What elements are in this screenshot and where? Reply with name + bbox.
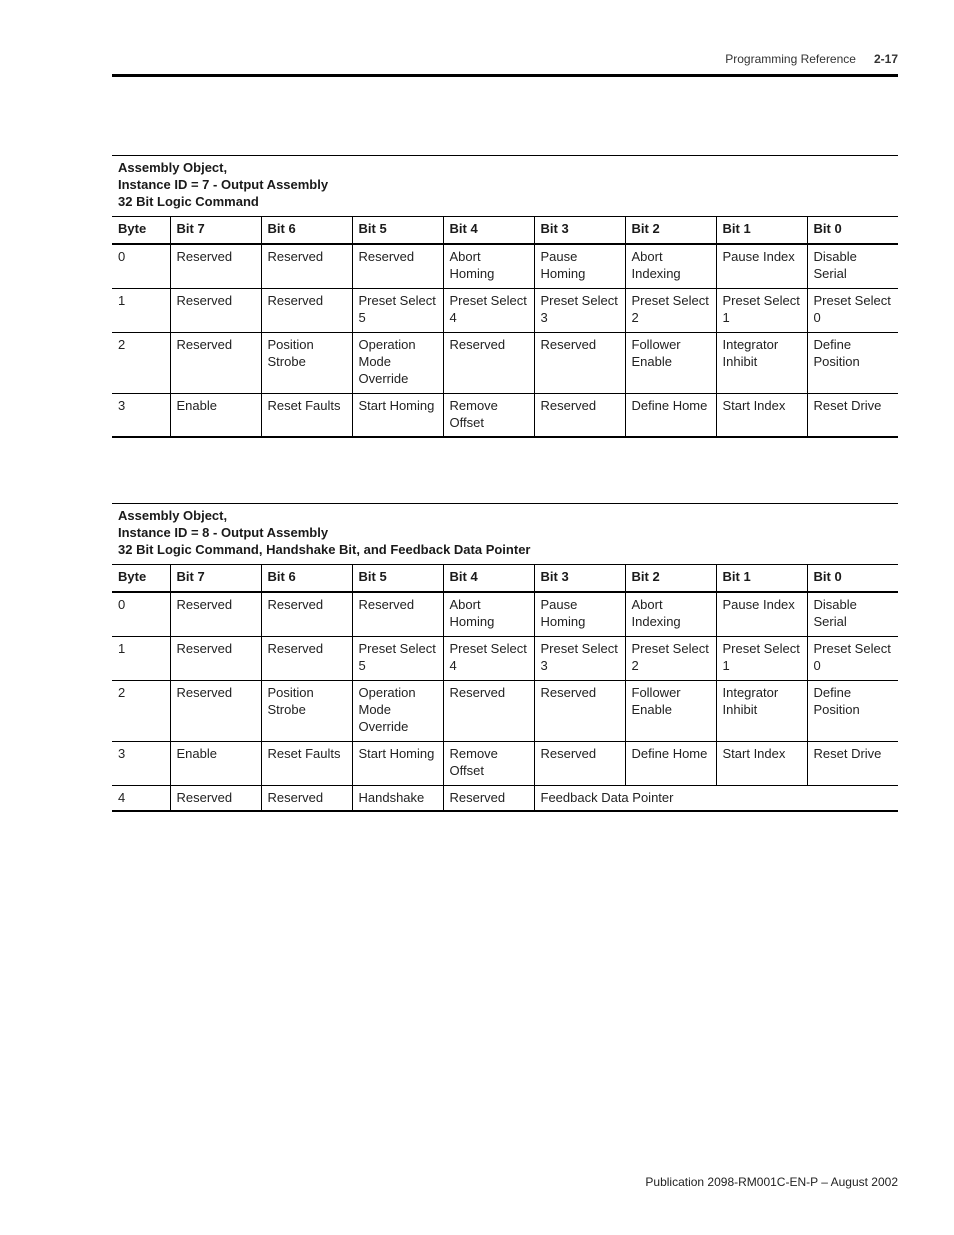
table-cell: 2	[112, 332, 170, 393]
table-cell: Abort Homing	[443, 244, 534, 288]
table-cell: Position Strobe	[261, 332, 352, 393]
table-row	[112, 244, 898, 288]
column-header: Byte	[112, 565, 170, 593]
table-cell: Pause Homing	[534, 244, 625, 288]
table-cell: Follower Enable	[625, 332, 716, 393]
table-cell: Reserved	[170, 592, 261, 636]
table-cell: Follower Enable	[625, 680, 716, 741]
assembly-table-instance-7	[112, 155, 898, 438]
table-cell: Preset Select 2	[625, 636, 716, 680]
caption-line: 32 Bit Logic Command	[118, 194, 259, 209]
table-cell: Disable Serial	[807, 244, 898, 288]
table-cell: Preset Select 1	[716, 288, 807, 332]
column-header: Bit 2	[625, 217, 716, 245]
caption-line: 32 Bit Logic Command, Handshake Bit, and Feedback Data Pointer	[118, 542, 531, 557]
table-row	[112, 680, 898, 741]
table-cell: Reserved	[443, 785, 534, 811]
column-header: Bit 6	[261, 217, 352, 245]
table-cell: Handshake	[352, 785, 443, 811]
bit-map-table	[112, 564, 898, 812]
table-cell: Pause Index	[716, 244, 807, 288]
column-header: Bit 1	[716, 565, 807, 593]
table-cell: Preset Select 1	[716, 636, 807, 680]
column-header: Bit 5	[352, 217, 443, 245]
table-cell: Define Home	[625, 741, 716, 785]
table-cell: Preset Select 3	[534, 288, 625, 332]
table-cell: 1	[112, 288, 170, 332]
table-cell: Reserved	[534, 393, 625, 437]
header-rule	[112, 74, 898, 77]
table-cell: Operation Mode Override	[352, 332, 443, 393]
section-title: Programming Reference	[725, 52, 856, 66]
column-header: Byte	[112, 217, 170, 245]
table-cell: Preset Select 2	[625, 288, 716, 332]
page-header	[112, 52, 898, 68]
table-cell: Reserved	[170, 244, 261, 288]
table-cell: Preset Select 5	[352, 636, 443, 680]
table-cell: 2	[112, 680, 170, 741]
table-cell: 0	[112, 592, 170, 636]
header-row	[112, 217, 898, 245]
table-cell: Position Strobe	[261, 680, 352, 741]
table-cell: Reserved	[443, 332, 534, 393]
table-cell: 1	[112, 636, 170, 680]
table-cell: Reset Drive	[807, 393, 898, 437]
column-header: Bit 7	[170, 565, 261, 593]
publication-info: Publication 2098-RM001C-EN-P – August 2002	[645, 1175, 898, 1189]
table-cell: Reset Drive	[807, 741, 898, 785]
bit-map-table	[112, 216, 898, 438]
column-header: Bit 6	[261, 565, 352, 593]
table-cell: 3	[112, 393, 170, 437]
table-row	[112, 741, 898, 785]
table-cell: Reserved	[534, 332, 625, 393]
table-cell: Reserved	[170, 636, 261, 680]
table-cell-merged: Feedback Data Pointer	[534, 785, 898, 811]
table-cell: Pause Homing	[534, 592, 625, 636]
caption-line: Assembly Object,	[118, 508, 228, 523]
table-cell: 3	[112, 741, 170, 785]
column-header: Bit 4	[443, 217, 534, 245]
table-cell: Reserved	[261, 636, 352, 680]
table-cell: Remove Offset	[443, 741, 534, 785]
table-cell: Reserved	[261, 288, 352, 332]
table-cell: Reserved	[443, 680, 534, 741]
table-cell: Reserved	[261, 244, 352, 288]
table-cell: Preset Select 5	[352, 288, 443, 332]
table-row	[112, 592, 898, 636]
column-header: Bit 4	[443, 565, 534, 593]
table-cell: Disable Serial	[807, 592, 898, 636]
table-cell: Abort Indexing	[625, 592, 716, 636]
table-cell: Define Position	[807, 332, 898, 393]
table-cell: Preset Select 4	[443, 288, 534, 332]
table-cell: Reserved	[261, 785, 352, 811]
table-cell: Reset Faults	[261, 393, 352, 437]
table-cell: Reserved	[534, 741, 625, 785]
table-cell: Start Index	[716, 741, 807, 785]
column-header: Bit 1	[716, 217, 807, 245]
table-cell: Reserved	[170, 785, 261, 811]
table-cell: Reserved	[352, 244, 443, 288]
table-cell: Preset Select 0	[807, 636, 898, 680]
table-cell: Reserved	[352, 592, 443, 636]
column-header: Bit 5	[352, 565, 443, 593]
table-cell: Start Homing	[352, 393, 443, 437]
assembly-table-instance-8	[112, 503, 898, 812]
column-header: Bit 0	[807, 565, 898, 593]
table-cell: Integrator Inhibit	[716, 680, 807, 741]
column-header: Bit 3	[534, 217, 625, 245]
caption-line: Instance ID = 7 - Output Assembly	[118, 177, 329, 192]
table-cell: Reserved	[261, 592, 352, 636]
table-cell: Define Position	[807, 680, 898, 741]
table-row	[112, 636, 898, 680]
column-header: Bit 2	[625, 565, 716, 593]
column-header: Bit 3	[534, 565, 625, 593]
table-caption	[112, 503, 898, 564]
table-cell: 4	[112, 785, 170, 811]
table-cell: Operation Mode Override	[352, 680, 443, 741]
table-cell: Preset Select 4	[443, 636, 534, 680]
table-cell: Reserved	[170, 332, 261, 393]
table-cell: 0	[112, 244, 170, 288]
table-caption	[112, 155, 898, 216]
table-row	[112, 785, 898, 811]
column-header: Bit 0	[807, 217, 898, 245]
table-cell: Enable	[170, 741, 261, 785]
table-cell: Pause Index	[716, 592, 807, 636]
table-cell: Define Home	[625, 393, 716, 437]
table-cell: Reserved	[170, 680, 261, 741]
table-cell: Reserved	[170, 288, 261, 332]
table-row	[112, 288, 898, 332]
header-row	[112, 565, 898, 593]
caption-line: Assembly Object,	[118, 160, 228, 175]
table-cell: Reserved	[534, 680, 625, 741]
table-row	[112, 332, 898, 393]
table-cell: Preset Select 3	[534, 636, 625, 680]
table-cell: Integrator Inhibit	[716, 332, 807, 393]
table-cell: Enable	[170, 393, 261, 437]
page-number: 2-17	[873, 52, 898, 66]
column-header: Bit 7	[170, 217, 261, 245]
table-cell: Start Index	[716, 393, 807, 437]
table-cell: Start Homing	[352, 741, 443, 785]
table-cell: Remove Offset	[443, 393, 534, 437]
page-footer	[112, 1175, 898, 1189]
table-row	[112, 393, 898, 437]
table-cell: Abort Indexing	[625, 244, 716, 288]
table-cell: Reset Faults	[261, 741, 352, 785]
table-cell: Preset Select 0	[807, 288, 898, 332]
table-cell: Abort Homing	[443, 592, 534, 636]
caption-line: Instance ID = 8 - Output Assembly	[118, 525, 329, 540]
